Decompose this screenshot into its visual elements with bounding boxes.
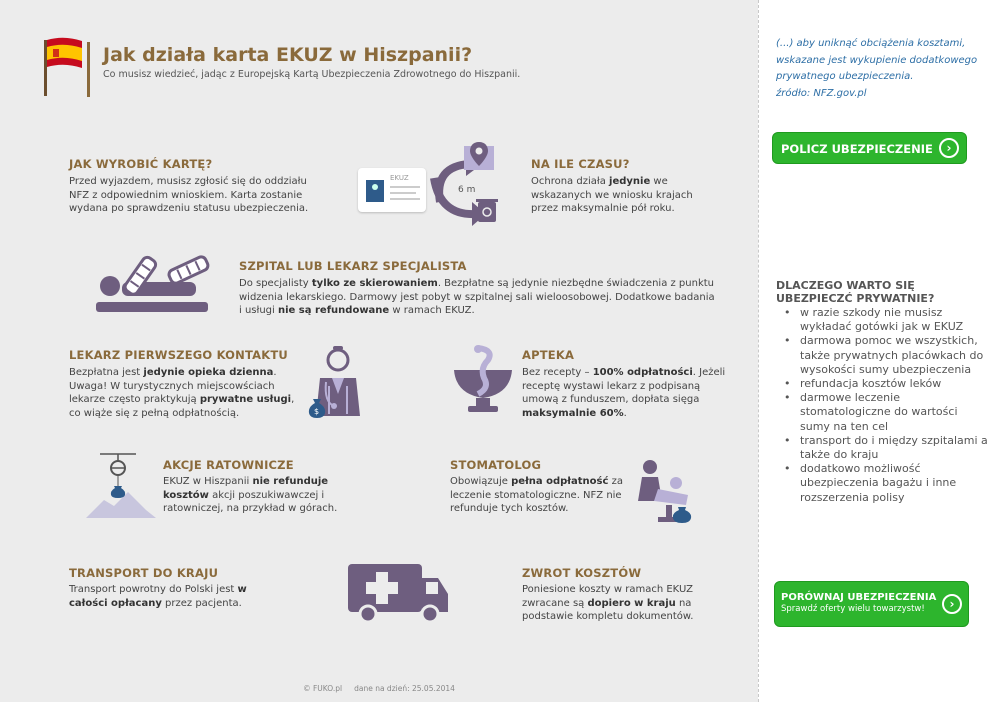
refund-text: Poniesione koszty w ramach EKUZ zwracane są dopiero w kraju na podstawie kompletu dokumentów.: [522, 584, 694, 622]
transport-text: Transport powrotny do Polski jest w całości opłacany przez pacjenta.: [69, 584, 247, 609]
list-item: • transport do i między szpitalami a także do kraju: [776, 434, 988, 462]
rescue-text: EKUZ w Hiszpanii nie refunduje kosztów akcji poszukiwawczej i ratowniczej, na przykład w górach.: [163, 476, 338, 514]
helicopter-rescue-icon: [86, 448, 156, 520]
chevron-right-icon: ›: [942, 594, 962, 614]
doctor-heading: LEKARZ PIERWSZEGO KONTAKTU: [69, 348, 288, 362]
pharmacy-text: Bez recepty – 100% odpłatności. Jeżeli receptę wystawi lekarz z podpisaną umową z funduszem, dopłata sięga maksymalnie 60%.: [522, 367, 726, 419]
footer-source: © FUKO.pl: [303, 684, 343, 693]
hospital-text: Do specjalisty tylko ze skierowaniem. Bezpłatne są jedynie niezbędne świadczenia z punktu widzenia lekarskiego. Darmowy jest pobyt w szpitalnej sali wieloosobowej. Dodatkowe badania i usługi nie są refundowane w ramach EKUZ.: [239, 278, 715, 316]
doctor-text: Bezpłatna jest jedynie opieka dzienna. Uwaga! W turystycznych miejscowściach lekarze często praktykują prywatne usługi, co wiąże się z pełną odpłatnością.: [69, 367, 295, 419]
why-heading: DLACZEGO WARTO SIĘ UBEZPIECZĆ PRYWATNIE?: [776, 279, 935, 305]
title-accent-bar: [87, 42, 90, 97]
hospital-heading: SZPITAL LUB LEKARZ SPECJALISTA: [239, 259, 467, 273]
calculate-insurance-label: POLICZ UBEZPIECZENIE: [781, 142, 933, 156]
patient-bed-icon: [92, 244, 217, 316]
spain-flag-icon: [42, 36, 88, 98]
time-text: Ochrona działa jedynie we wskazanych we wniosku krajach przez maksymalnie pół roku.: [531, 176, 693, 214]
dentist-chair-icon: [628, 455, 698, 525]
page-subtitle: Co musisz wiedzieć, jadąc z Europejską Kartą Ubezpieczenia Zdrowotnego do Hiszpanii.: [103, 69, 521, 80]
transport-heading: TRANSPORT DO KRAJU: [69, 566, 219, 580]
footer-date: dane na dzień: 25.05.2014: [354, 684, 455, 693]
svg-text:$: $: [314, 407, 320, 416]
list-item: • refundacja kosztów leków: [776, 377, 988, 391]
ekuz-card-icon: [358, 168, 426, 212]
card-heading: JAK WYROBIĆ KARTĘ?: [69, 157, 213, 171]
compare-insurance-sublabel: Sprawdź oferty wielu towarzystw!: [781, 604, 925, 614]
money-bag-icon: [306, 395, 328, 419]
dentist-heading: STOMATOLOG: [450, 458, 542, 472]
column-divider: [758, 0, 759, 702]
refund-heading: ZWROT KOSZTÓW: [522, 566, 642, 580]
list-item: • darmowa pomoc we wszystkich, także prywatnych placówkach do wysokości sumy ubezpieczenia: [776, 334, 988, 377]
sidebar-quote: [776, 36, 986, 102]
chevron-right-icon: ›: [939, 138, 959, 158]
quote-source: źródło: NFZ.gov.pl: [776, 87, 867, 99]
compare-insurance-label: PORÓWNAJ UBEZPIECZENIA: [781, 592, 937, 603]
page-title: Jak działa karta EKUZ w Hiszpanii?: [103, 44, 473, 66]
pharmacy-heading: APTEKA: [522, 348, 575, 362]
ambulance-icon: [344, 556, 452, 624]
sidebar: [760, 0, 992, 702]
list-item: • w razie szkody nie musisz wykładać gotówki jak w EKUZ: [776, 306, 988, 334]
months-label: 6 m: [458, 185, 476, 195]
list-item: • darmowe leczenie stomatologiczne do wartości sumy na ten cel: [776, 391, 988, 434]
quote-text: (...) aby uniknąć obciążenia kosztami, wskazane jest wykupienie dodatkowego prywatnego ubezpieczenia.: [776, 38, 978, 82]
card-text: Przed wyjazdem, musisz zgłosić się do oddziału NFZ z odpowiednim wnioskiem. Karta zostanie wydana po sprawdzeniu statusu ubezpieczenia.: [69, 176, 309, 214]
map-pin-icon: [462, 140, 496, 180]
list-item: • dodatkowo możliwość ubezpieczenia bagażu i inne rozszerzenia polisy: [776, 462, 988, 505]
why-list: [776, 306, 988, 505]
time-heading: NA ILE CZASU?: [531, 157, 630, 171]
compare-insurance-button[interactable]: [774, 581, 969, 627]
trash-icon: [474, 196, 500, 224]
calculate-insurance-button[interactable]: [772, 132, 967, 164]
footer: [0, 684, 758, 693]
card-label: EKUZ: [390, 174, 409, 182]
dentist-text: Obowiązuje pełna odpłatność za leczenie stomatologiczne. NFZ nie refunduje tych kosztów.: [450, 476, 623, 514]
pharmacy-bowl-icon: [448, 344, 518, 416]
rescue-heading: AKCJE RATOWNICZE: [163, 458, 294, 472]
